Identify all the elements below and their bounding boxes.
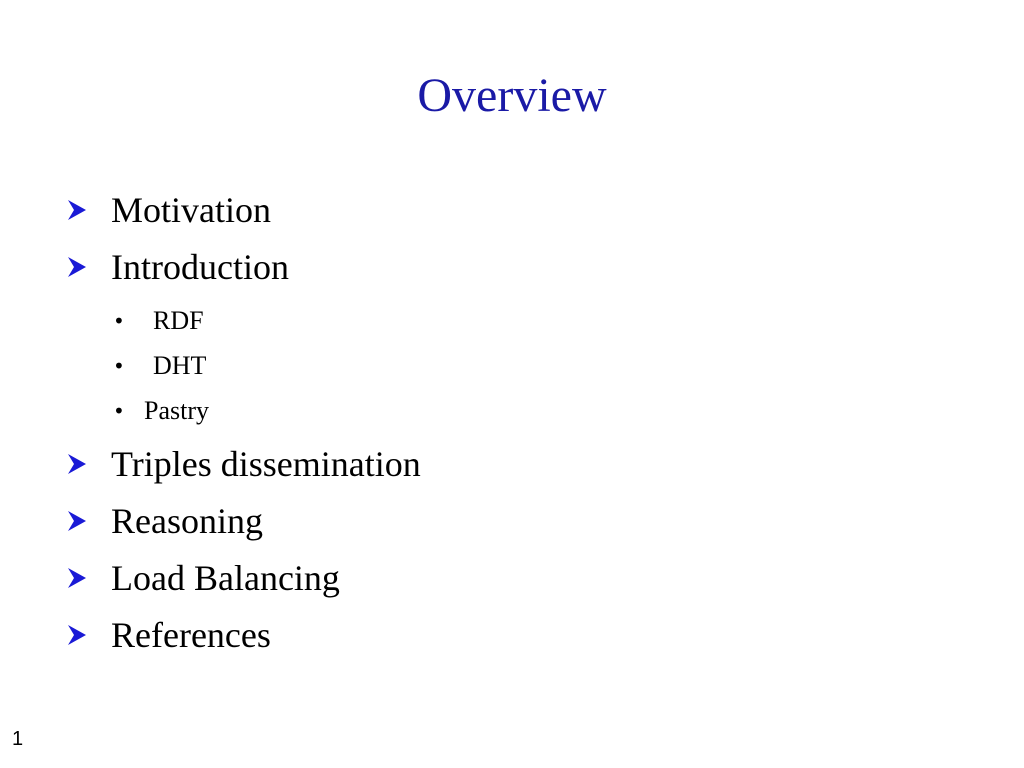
bullet-label: Motivation [111, 190, 271, 230]
bullet-label: DHT [153, 351, 207, 380]
bullet-label: Triples dissemination [111, 444, 421, 484]
bullet-label: References [111, 615, 271, 655]
arrow-bullet-icon [66, 453, 88, 475]
arrow-bullet-icon [66, 256, 88, 278]
dot-bullet-icon: • [113, 354, 125, 378]
arrow-bullet-icon [66, 624, 88, 646]
arrow-bullet-icon [66, 567, 88, 589]
bullet-label: RDF [153, 306, 204, 335]
bullet-label: Introduction [111, 247, 289, 287]
dot-bullet-icon: • [113, 399, 125, 423]
arrow-bullet-icon [66, 199, 88, 221]
dot-bullet-icon: • [113, 309, 125, 333]
slide-title: Overview [417, 69, 607, 122]
bullet-label: Load Balancing [111, 558, 340, 598]
bullet-label: Reasoning [111, 501, 263, 541]
page-number: 1 [12, 728, 24, 750]
bullet-label: Pastry [144, 396, 209, 425]
arrow-bullet-icon [66, 510, 88, 532]
